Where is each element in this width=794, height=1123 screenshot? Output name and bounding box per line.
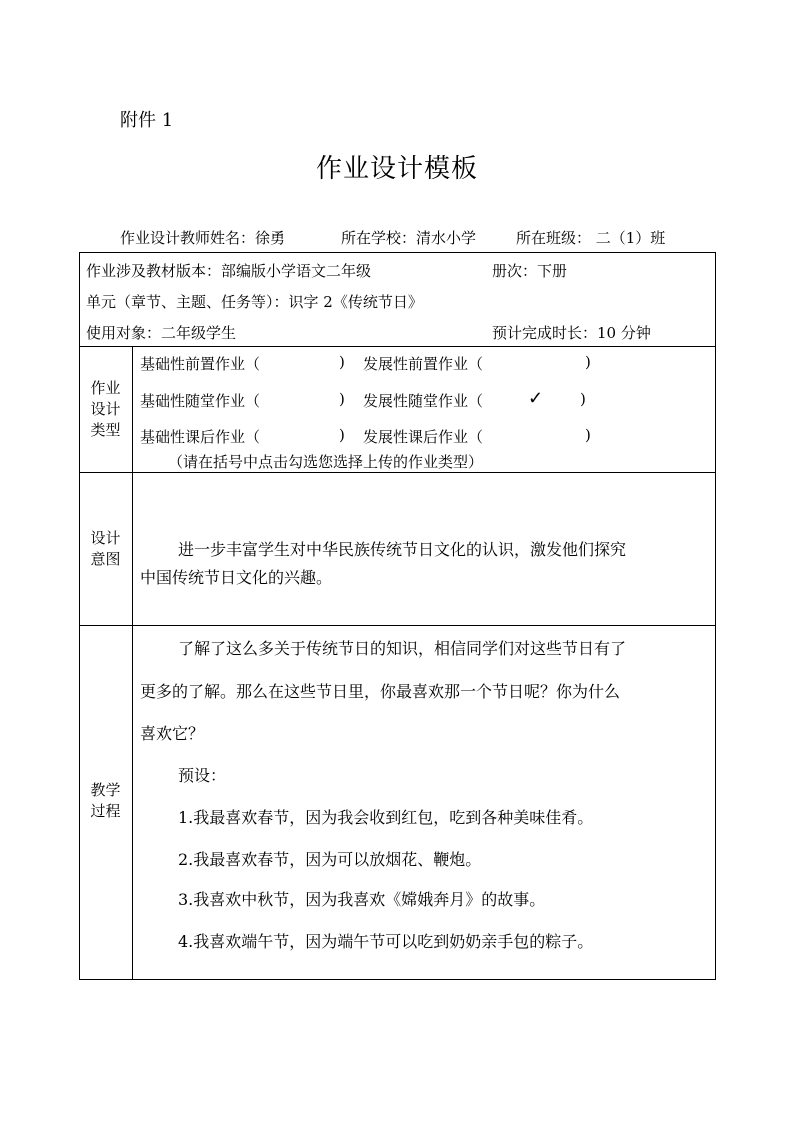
process-line: 2.我最喜欢春节，因为可以放烟花、鞭炮。 <box>178 850 482 869</box>
dev-inclass-option[interactable]: 发展性随堂作业（ <box>363 392 484 410</box>
basic-inclass-close: ) <box>339 390 345 408</box>
estimated-duration: 预计完成时长：10 分钟 <box>492 324 651 342</box>
class-name: 所在班级： 二（1）班 <box>516 229 666 247</box>
label-line: 过程 <box>90 802 121 820</box>
label-line: 设计 <box>90 400 121 418</box>
textbook-version: 作业涉及教材版本：部编版小学语文二年级 <box>86 262 372 280</box>
divider-type-top <box>79 346 716 347</box>
label-column-divider <box>132 346 133 980</box>
type-section-label <box>79 378 132 441</box>
divider-process-top <box>79 625 716 626</box>
volume: 册次：下册 <box>492 262 568 280</box>
basic-pre-close: ) <box>339 353 345 371</box>
intent-text-line2: 中国传统节日文化的兴趣。 <box>140 568 333 587</box>
dev-post-close: ) <box>585 426 591 444</box>
check-mark-icon[interactable]: ✓ <box>528 388 544 409</box>
label-line: 教学 <box>90 781 121 799</box>
process-section-label <box>79 780 132 822</box>
dev-inclass-close: ) <box>580 390 586 408</box>
school-name: 所在学校：清水小学 <box>341 229 477 247</box>
type-instruction-note: （请在括号中点击勾选您选择上传的作业类型） <box>168 453 484 471</box>
basic-pre-option[interactable]: 基础性前置作业（ <box>140 355 261 373</box>
process-line: 了解了这么多关于传统节日的知识，相信同学们对这些节日有了 <box>178 639 627 658</box>
label-line: 作业 <box>90 379 121 397</box>
dev-pre-close: ) <box>585 353 591 371</box>
process-line: 更多的了解。那么在这些节日里，你最喜欢那一个节日呢？你为什么 <box>140 682 621 701</box>
divider-intent-top <box>79 472 716 473</box>
dev-post-option[interactable]: 发展性课后作业（ <box>363 428 484 446</box>
process-line: 预设： <box>178 766 227 785</box>
basic-inclass-option[interactable]: 基础性随堂作业（ <box>140 392 261 410</box>
process-line: 喜欢它？ <box>140 724 205 743</box>
intent-text-line1: 进一步丰富学生对中华民族传统节日文化的认识，激发他们探究 <box>178 540 627 559</box>
label-line: 设计 <box>90 529 121 547</box>
attachment-label: 附件 1 <box>120 110 174 131</box>
label-line: 类型 <box>90 421 121 439</box>
unit-info: 单元（章节、主题、任务等）：识字 2《传统节日》 <box>86 293 423 311</box>
label-line: 意图 <box>90 550 121 568</box>
dev-pre-option[interactable]: 发展性前置作业（ <box>363 355 484 373</box>
page-title: 作业设计模板 <box>315 154 478 184</box>
basic-post-close: ) <box>339 426 345 444</box>
target-audience: 使用对象：二年级学生 <box>86 324 237 342</box>
process-line: 1.我最喜欢春节，因为我会收到红包，吃到各种美味佳肴。 <box>178 808 594 827</box>
basic-post-option[interactable]: 基础性课后作业（ <box>140 428 261 446</box>
process-line: 3.我喜欢中秋节，因为我喜欢《嫦娥奔月》的故事。 <box>178 890 546 909</box>
teacher-name: 作业设计教师姓名：徐勇 <box>120 229 286 247</box>
process-line: 4.我喜欢端午节，因为端午节可以吃到奶奶亲手包的粽子。 <box>178 932 594 951</box>
intent-section-label <box>79 528 132 570</box>
